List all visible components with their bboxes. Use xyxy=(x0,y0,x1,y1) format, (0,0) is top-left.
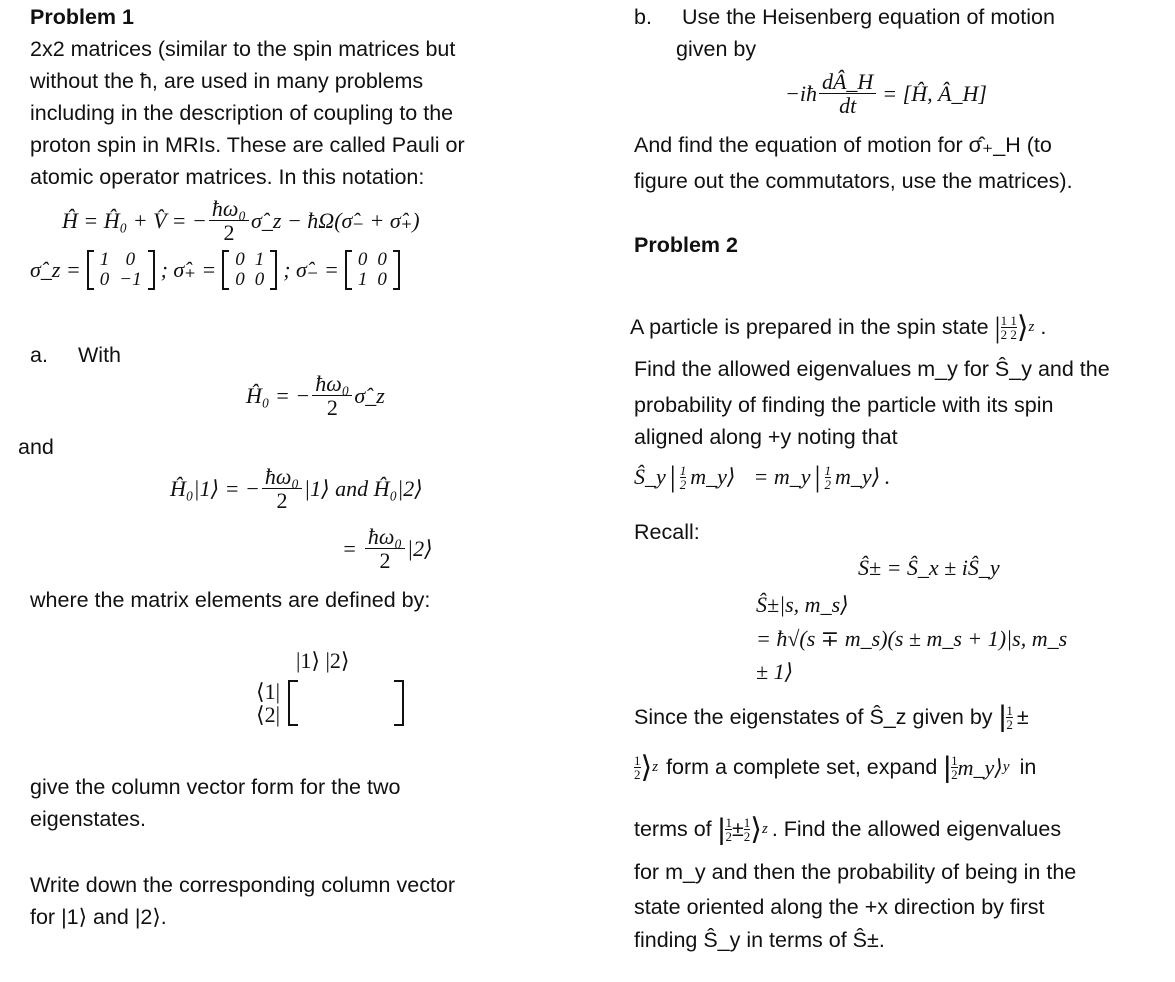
fraction-numerator: ħω₀ xyxy=(365,525,405,549)
p2-line-1: A particle is prepared in the spin state | 1 1 2 2 ⟩ z . xyxy=(630,310,1047,344)
p2-line: aligned along +y noting that xyxy=(634,425,898,449)
give-line: eigenstates. xyxy=(30,807,146,831)
part-b-line: Use the Heisenberg equation of motion xyxy=(682,5,1055,29)
hamiltonian-rhs: σ̂_z − ħΩ(σ̂₋ + σ̂₊) xyxy=(251,207,420,233)
find-line: figure out the commutators, use the matrices). xyxy=(634,169,1073,193)
final-line: state oriented along the +x direction by first xyxy=(634,895,1045,919)
ket-2: |2⟩ xyxy=(407,535,433,561)
since-text: Since the eigenstates of Ŝ_z given by xyxy=(634,704,993,729)
sigma-z-label: σ̂_z = xyxy=(30,256,81,282)
fraction-denominator: 2 xyxy=(326,395,338,421)
sigma-minus-label: ; σ̂₋ = xyxy=(283,256,339,282)
sigma-z-matrix: 1 0 0 −1 xyxy=(87,250,155,290)
part-b-line: given by xyxy=(676,37,757,61)
give-line: give the column vector form for the two xyxy=(30,775,401,799)
part-a-with: With xyxy=(78,343,121,367)
final-line: for m_y and then the probability of being in the xyxy=(634,860,1077,884)
since-line-2: 1 2 ⟩ z form a complete set, expand | 1 2 m_y⟩ y in xyxy=(634,750,1037,784)
bra-1: ⟨1| xyxy=(256,679,280,704)
sigma-minus-matrix: 0 0 1 0 xyxy=(345,250,400,290)
p2-line: probability of finding the particle with its spin xyxy=(634,393,1054,417)
hamiltonian-equation xyxy=(62,197,420,244)
heisenberg-equation xyxy=(785,70,987,117)
intro-line: proton spin in MRIs. These are called Pauli or xyxy=(30,133,465,157)
p2-text: A particle is prepared in the spin state xyxy=(630,315,989,339)
terms-text: terms of xyxy=(634,817,712,841)
since-line: Since the eigenstates of Ŝ_z given by | 1 2 ± xyxy=(634,700,1029,733)
write-line: Write down the corresponding column vector xyxy=(30,873,456,897)
hamiltonian-lhs: Ĥ = Ĥ₀ + V̂ = − xyxy=(62,207,207,233)
ladder-rhs: ± 1⟩ xyxy=(756,659,794,684)
sy-operator: Ŝ_y xyxy=(634,464,666,489)
where-line: where the matrix elements are defined by: xyxy=(30,588,431,612)
h01-mid: |1⟩ and Ĥ₀|2⟩ xyxy=(304,475,423,501)
find-line: And find the equation of motion for σ̂₊_H (to xyxy=(634,133,1052,157)
ladder-definition: Ŝ± = Ŝ_x ± iŜ_y xyxy=(858,555,1000,580)
terms-text: . Find the allowed eigenvalues xyxy=(771,817,1062,841)
ket-my: m_y⟩ xyxy=(690,464,736,489)
row-bras xyxy=(256,680,280,726)
problem-1-title: Problem 1 xyxy=(30,5,134,29)
fraction-numerator: dÂ_H xyxy=(819,70,876,94)
ladder-action: Ŝ±|s, m_s⟩ xyxy=(756,592,849,617)
sigma-z: σ̂_z xyxy=(354,382,385,408)
empty-matrix xyxy=(288,680,404,726)
recall-label: Recall: xyxy=(634,520,700,544)
sigma-plus-matrix: 0 1 0 0 xyxy=(222,250,277,290)
final-line: finding Ŝ_y in terms of Ŝ±. xyxy=(634,928,885,952)
since-text: in xyxy=(1019,755,1037,779)
fraction-denominator: 2 xyxy=(379,548,391,574)
fraction-numerator: ħω₀ xyxy=(312,372,352,396)
part-a-label: a. xyxy=(30,343,48,367)
h0-eigen-equation-2 xyxy=(342,525,433,572)
h0-eigen-equation-1 xyxy=(170,465,423,512)
intro-line: atomic operator matrices. In this notation: xyxy=(30,165,425,189)
write-line: for |1⟩ and |2⟩. xyxy=(30,905,167,929)
since-text: form a complete set, expand xyxy=(666,755,938,779)
fraction-denominator: 2 xyxy=(223,220,235,246)
part-b-label: b. xyxy=(634,5,652,29)
ladder-rhs: = ħ√(s ∓ m_s)(s ± m_s + 1)|s, m_s xyxy=(756,626,1068,651)
eigen-equation: Ŝ_y | 1 2 m_y⟩ = m_y | 1 2 m_y⟩ . xyxy=(634,460,890,493)
sigma-plus-label: ; σ̂₊ = xyxy=(160,256,217,282)
pauli-matrices xyxy=(30,250,400,290)
h01-lhs: Ĥ₀|1⟩ = − xyxy=(170,475,260,501)
p2-line: Find the allowed eigenvalues m_y for Ŝ_y and the xyxy=(634,357,1110,381)
ket-my: m_y⟩ xyxy=(835,464,881,489)
intro-line: 2x2 matrices (similar to the spin matrices but xyxy=(30,37,456,61)
terms-line: terms of | 1 2 ± $\frac{1}{2}$ ⟩ z . Find the allowed eigenvalues xyxy=(634,812,1062,846)
fraction-numerator: ħω₀ xyxy=(209,197,249,221)
bra-2: ⟨2| xyxy=(256,702,280,728)
fraction-denominator: 2 xyxy=(276,488,288,514)
intro-line: without the ħ, are used in many problems xyxy=(30,69,424,93)
heisenberg-lhs: −iħ xyxy=(785,80,817,106)
ket-state: | 1 1 2 2 ⟩ z xyxy=(994,310,1035,344)
problem-2-title: Problem 2 xyxy=(634,233,738,257)
and-label: and xyxy=(18,435,54,459)
equals: = xyxy=(342,535,357,561)
fraction-denominator: dt xyxy=(839,93,857,119)
column-headers: |1⟩ |2⟩ xyxy=(296,648,350,673)
heisenberg-rhs: = [Ĥ, Â_H] xyxy=(882,80,987,106)
eigen-rhs: = m_y xyxy=(753,464,811,489)
plus-minus: ± xyxy=(1016,704,1029,729)
intro-line: including in the description of coupling to the xyxy=(30,101,454,125)
fraction-numerator: ħω₀ xyxy=(262,465,302,489)
h0-lhs: Ĥ₀ = − xyxy=(246,382,311,408)
h0-equation xyxy=(246,372,385,419)
